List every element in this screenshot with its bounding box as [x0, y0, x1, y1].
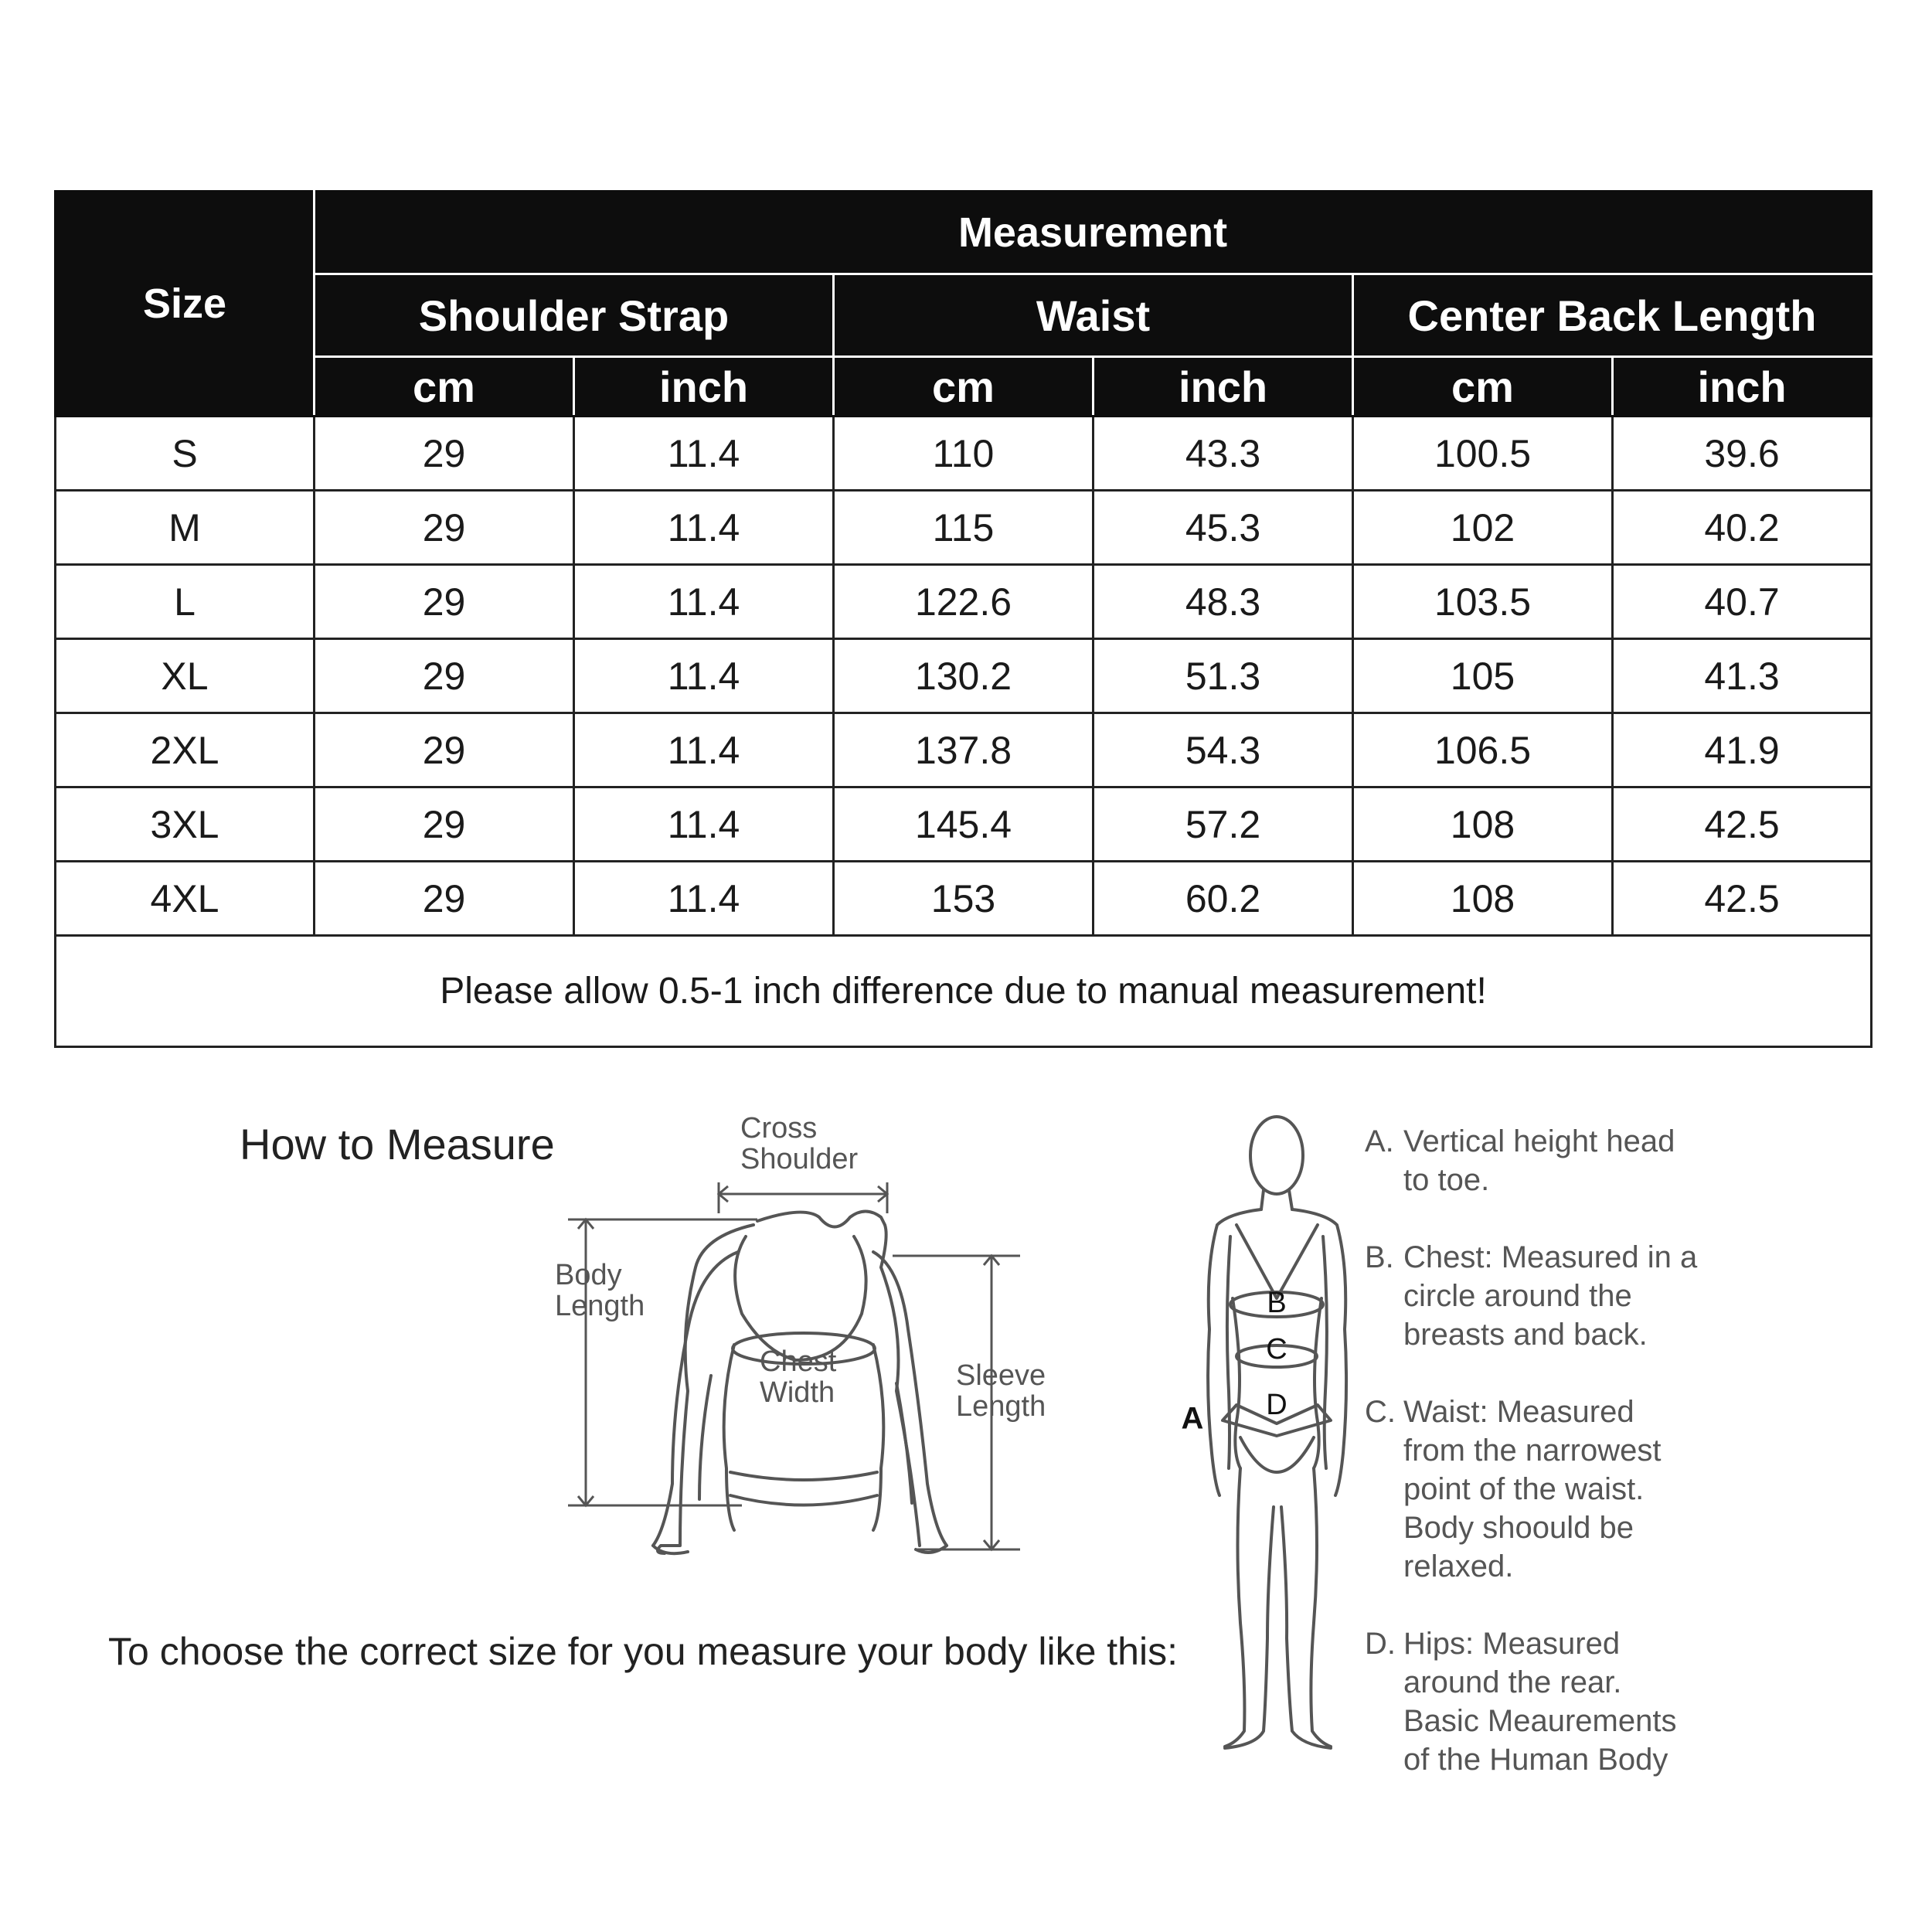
guide-line: circle around the [1403, 1279, 1632, 1313]
table-cell: 41.3 [1613, 639, 1872, 713]
guide-line: Hips: Measured [1403, 1627, 1621, 1661]
guide-line: relaxed. [1403, 1549, 1514, 1583]
body-letter-c: C [1266, 1333, 1287, 1366]
table-cell: 106.5 [1353, 713, 1613, 787]
guide-line: breasts and back. [1403, 1318, 1648, 1352]
guide-line: Chest: Measured in a [1403, 1240, 1698, 1274]
table-cell: 42.5 [1613, 862, 1872, 936]
table-cell: 110 [834, 417, 1094, 491]
size-cell: S [56, 417, 315, 491]
measurement-header: Measurement [315, 192, 1872, 274]
unit-header: inch [1094, 357, 1353, 417]
unit-header: inch [574, 357, 834, 417]
size-cell: 3XL [56, 787, 315, 862]
table-cell: 11.4 [574, 787, 834, 862]
size-cell: 4XL [56, 862, 315, 936]
table-cell: 57.2 [1094, 787, 1353, 862]
table-cell: 100.5 [1353, 417, 1613, 491]
table-cell: 11.4 [574, 417, 834, 491]
guide-letter: B. [1365, 1240, 1394, 1274]
table-cell: 29 [315, 713, 574, 787]
body-letter-d: D [1266, 1389, 1287, 1422]
body-length-label: Body Length [555, 1259, 645, 1322]
table-cell: 45.3 [1094, 491, 1353, 565]
chest-width-label: Chest Width [760, 1345, 837, 1409]
guide-line: Body shoould be [1403, 1511, 1634, 1545]
measure-guide [1365, 1122, 1798, 1818]
group-header-waist: Waist [834, 274, 1353, 357]
table-cell: 108 [1353, 862, 1613, 936]
guide-letter: C. [1365, 1395, 1396, 1429]
table-cell: 48.3 [1094, 565, 1353, 639]
table-cell: 115 [834, 491, 1094, 565]
table-cell: 122.6 [834, 565, 1094, 639]
table-cell: 137.8 [834, 713, 1094, 787]
guide-item [1365, 1238, 1798, 1354]
table-cell: 29 [315, 639, 574, 713]
guide-line: point of the waist. [1403, 1472, 1645, 1506]
table-cell: 105 [1353, 639, 1613, 713]
table-cell: 40.7 [1613, 565, 1872, 639]
table-cell: 11.4 [574, 491, 834, 565]
guide-line: to toe. [1403, 1163, 1490, 1197]
table-cell: 29 [315, 491, 574, 565]
table-cell: 54.3 [1094, 713, 1353, 787]
size-cell: M [56, 491, 315, 565]
table-cell: 11.4 [574, 639, 834, 713]
guide-line: of the Human Body [1403, 1743, 1668, 1777]
instruction-text: To choose the correct size for you measure your body like this: [108, 1630, 1178, 1673]
table-cell: 11.4 [574, 862, 834, 936]
body-letter-a: A [1181, 1401, 1204, 1436]
table-cell: 103.5 [1353, 565, 1613, 639]
size-column-header: Size [56, 192, 315, 417]
table-cell: 153 [834, 862, 1094, 936]
how-to-measure-title: How to Measure [240, 1120, 555, 1168]
table-cell: 108 [1353, 787, 1613, 862]
table-cell: 41.9 [1613, 713, 1872, 787]
size-cell: L [56, 565, 315, 639]
table-cell: 40.2 [1613, 491, 1872, 565]
unit-header: cm [315, 357, 574, 417]
body-figure-illustration [1208, 1117, 1346, 1748]
guide-item [1365, 1393, 1798, 1586]
table-cell: 29 [315, 565, 574, 639]
unit-header: inch [1613, 357, 1872, 417]
guide-line: Basic Meaurements [1403, 1704, 1677, 1738]
guide-letter: A. [1365, 1124, 1394, 1158]
table-cell: 130.2 [834, 639, 1094, 713]
guide-item [1365, 1122, 1798, 1199]
cross-shoulder-label: Cross Shoulder [740, 1112, 859, 1175]
table-cell: 29 [315, 417, 574, 491]
table-cell: 39.6 [1613, 417, 1872, 491]
table-cell: 43.3 [1094, 417, 1353, 491]
unit-header: cm [1353, 357, 1613, 417]
group-header-center-back-length: Center Back Length [1353, 274, 1872, 357]
guide-item [1365, 1624, 1798, 1779]
table-cell: 145.4 [834, 787, 1094, 862]
body-letter-b: B [1267, 1287, 1287, 1320]
guide-line: from the narrowest [1403, 1434, 1662, 1468]
unit-header: cm [834, 357, 1094, 417]
table-cell: 29 [315, 787, 574, 862]
guide-letter: D. [1365, 1627, 1396, 1661]
guide-line: Waist: Measured [1403, 1395, 1634, 1429]
guide-line: around the rear. [1403, 1665, 1622, 1699]
size-cell: XL [56, 639, 315, 713]
group-header-shoulder-strap: Shoulder Strap [315, 274, 834, 357]
guide-line: Vertical height head [1403, 1124, 1675, 1158]
table-cell: 11.4 [574, 565, 834, 639]
measurement-note: Please allow 0.5-1 inch difference due to manual measurement! [56, 936, 1872, 1047]
table-cell: 60.2 [1094, 862, 1353, 936]
sleeve-length-label: Sleeve Length [956, 1359, 1046, 1423]
table-cell: 102 [1353, 491, 1613, 565]
table-cell: 11.4 [574, 713, 834, 787]
size-cell: 2XL [56, 713, 315, 787]
table-cell: 51.3 [1094, 639, 1353, 713]
table-cell: 29 [315, 862, 574, 936]
table-cell: 42.5 [1613, 787, 1872, 862]
